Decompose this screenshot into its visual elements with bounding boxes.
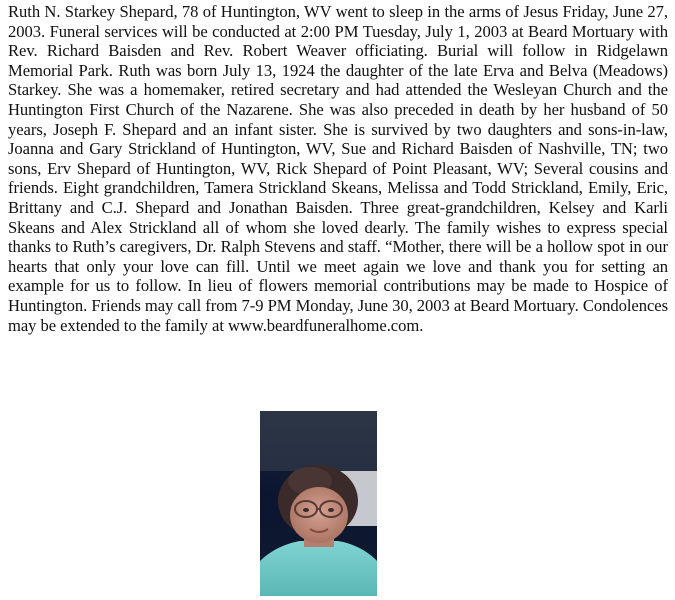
portrait-photo-icon — [260, 411, 377, 596]
obituary-text: Ruth N. Starkey Shepard, 78 of Huntington, WV went to sleep in the arms of Jesus Friday, June 27, 2003. Funeral services will be conducted at 2:00 PM Tuesday, July 1, 2003 at Beard Mortuary with Rev. Richard Baisden and Rev. Robert Weaver officiating. Burial will follow in Ridgelawn Memorial Park. Ruth was born July 13, 1924 the daughter of the late Erva and Belva (Meadows) Starkey. She was a homemaker, retired secretary and had attended the Wesleyan Church and the Huntington First Church of the Nazarene. She was also preceded in death by her husband of 50 years, Joseph F. Shepard and an infant sister. She is survived by two daughters and sons-in-law, Joanna and Gary Strickland of Huntington, WV, Sue and Richard Baisden of Nashville, TN; two sons, Erv Shepard of Huntington, WV, Rick Shepard of Point Pleasant, WV; Several cousins and friends. Eight grandchildren, Tamera Strickland Skeans, Melissa and Todd Strickland, Emily, Eric, Brittany and C.J. Shepard and Jonathan Baisden. Three great-grandchildren, Kelsey and Karli Skeans and Alex Strickland all of whom she loved dearly. The family wishes to express special thanks to Ruth’s caregivers, Dr. Ralph Stevens and staff. “Mother, there will be a hollow spot in our hearts that only your love can fill. Until we meet again we love and thank you for setting an example for us to follow. In lieu of flowers memorial contributions may be made to Hospice of Huntington. Friends may call from 7-9 PM Monday, June 30, 2003 at Beard Mortuary. Condolences may be extended to the family at www.beardfuneralhome.com. — [8, 2, 668, 335]
portrait-photo — [260, 411, 377, 596]
